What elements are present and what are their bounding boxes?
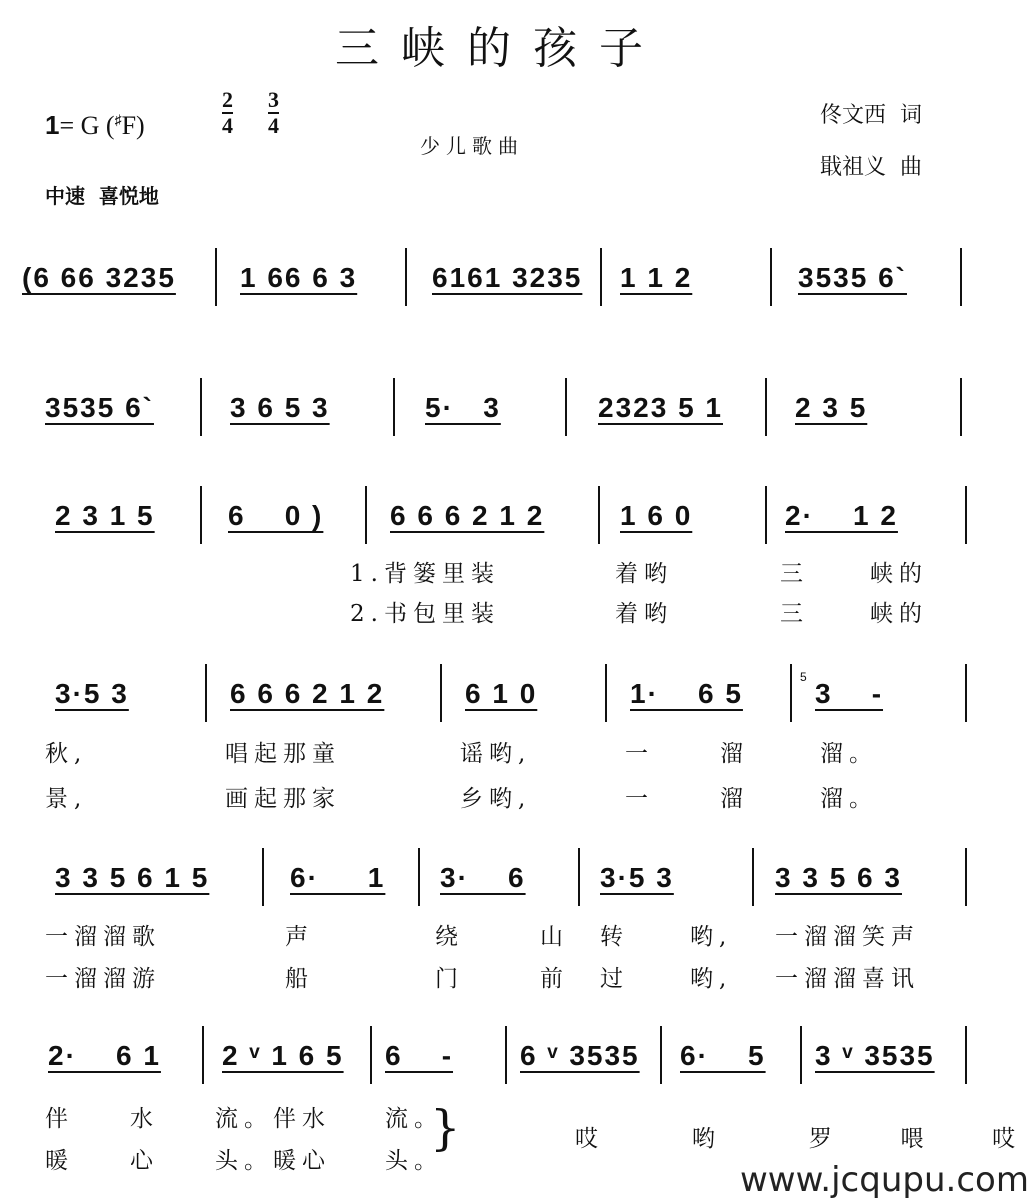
measure: 3·5 3 <box>55 678 129 709</box>
lyric-2: 过 <box>600 966 629 992</box>
measure: 1 1 2 <box>620 262 693 293</box>
measure: 2 ᵛ 1 6 5 <box>222 1040 344 1071</box>
measure: 3· 6 <box>440 862 526 893</box>
lyric-1: 一溜溜笑声 <box>775 924 920 950</box>
lyric-1: 转 <box>600 924 629 950</box>
measure: 6 ᵛ 3535 <box>520 1040 640 1071</box>
ts-denominator: 4 <box>222 113 233 138</box>
lyric-2: 三 <box>780 601 809 627</box>
lyric-2: 头。暖心 <box>215 1148 331 1174</box>
lyric-1: 溜。 <box>820 741 878 767</box>
barline <box>600 248 602 306</box>
measure: 6· 1 <box>290 862 386 893</box>
lyric-1: 着哟 <box>615 561 673 587</box>
lyric-2: 乡哟, <box>460 786 532 812</box>
barline <box>202 1026 204 1084</box>
ts-numerator: 3 <box>268 87 279 112</box>
lyric-2: 门 <box>435 966 464 992</box>
barline <box>578 848 580 906</box>
barline <box>598 486 600 544</box>
lyric-1: 溜 <box>720 741 749 767</box>
brace: } <box>430 1100 461 1156</box>
barline <box>365 486 367 544</box>
song-title: 三峡的孩子 <box>335 23 665 74</box>
barline <box>405 248 407 306</box>
lyric-2: 景, <box>45 786 88 812</box>
barline <box>800 1026 802 1084</box>
barline <box>200 486 202 544</box>
lyric-1: 流。伴水 <box>215 1106 331 1132</box>
barline <box>262 848 264 906</box>
lyric-1: 一溜溜歌 <box>45 924 161 950</box>
measure: 3535 6` <box>45 392 154 423</box>
lyric-1: 绕 <box>435 924 464 950</box>
barline <box>660 1026 662 1084</box>
lyric-2: 一 <box>625 786 654 812</box>
measure: 6161 3235 <box>432 262 583 293</box>
measure: (6 66 3235 <box>22 262 176 293</box>
barline <box>965 486 967 544</box>
lyric-1: 三 <box>780 561 809 587</box>
lyric-1: 唱起那童 <box>225 741 341 767</box>
measure: 3 6 5 3 <box>230 392 330 423</box>
key-g: = G ( <box>59 111 115 140</box>
measure: 5· 3 <box>425 392 501 423</box>
time-signature-2-4 <box>222 88 233 138</box>
barline <box>418 848 420 906</box>
lyric-2: 2.书包里装 <box>350 601 500 627</box>
measure: 2323 5 1 <box>598 392 723 423</box>
measure: 1· 6 5 <box>630 678 743 709</box>
barline <box>752 848 754 906</box>
barline <box>505 1026 507 1084</box>
lyric-2: 前 <box>540 966 569 992</box>
barline <box>965 664 967 722</box>
key-signature <box>45 110 145 141</box>
barline <box>440 664 442 722</box>
lyric-2: 暖 <box>45 1148 74 1174</box>
measure: 3535 6` <box>798 262 907 293</box>
barline <box>605 664 607 722</box>
lyric-2: 一溜溜喜讯 <box>775 966 920 992</box>
barline <box>965 848 967 906</box>
lyric-1: 哟, <box>690 924 733 950</box>
ts-denominator: 4 <box>268 113 279 138</box>
barline <box>393 378 395 436</box>
barline <box>965 1026 967 1084</box>
lyricist-credit: 佟文西 词 <box>820 103 922 128</box>
measure: 6· 5 <box>680 1040 766 1071</box>
watermark: www.jcqupu.com <box>740 1160 1029 1200</box>
barline <box>370 1026 372 1084</box>
key-do: 1 <box>45 110 60 140</box>
measure: 3 ᵛ 3535 <box>815 1040 935 1071</box>
lyric-1: 声 <box>285 924 314 950</box>
barline <box>215 248 217 306</box>
lyric-2: 哟, <box>690 966 733 992</box>
lyric-2: 船 <box>285 966 314 992</box>
barline <box>205 664 207 722</box>
measure: 1 6 0 <box>620 500 693 531</box>
lyric-2: 着哟 <box>615 601 673 627</box>
lyric-2: 心 <box>130 1148 159 1174</box>
measure: 6 0 ) <box>228 500 324 531</box>
lyric-2: 一溜溜游 <box>45 966 161 992</box>
lyric-1: 流。 <box>385 1106 443 1132</box>
measure: 1 66 6 3 <box>240 262 358 293</box>
lyric-1: 秋, <box>45 741 88 767</box>
barline <box>765 486 767 544</box>
lyric-2: 溜。 <box>820 786 878 812</box>
measure: 2 3 5 <box>795 392 868 423</box>
measure: 3·5 3 <box>600 862 674 893</box>
lyric-2: 溜 <box>720 786 749 812</box>
key-alt: F) <box>121 111 145 140</box>
measure: 3 3 5 6 1 5 <box>55 862 210 893</box>
measure: 3 - <box>815 678 884 709</box>
measure: 6 - <box>385 1040 454 1071</box>
measure: 2· 1 2 <box>785 500 898 531</box>
measure: 6 1 0 <box>465 678 538 709</box>
lyric-1: 1.背篓里装 <box>350 561 500 587</box>
barline <box>960 378 962 436</box>
grace-note: 5 <box>800 670 807 684</box>
lyric-2: 头。 <box>385 1148 443 1174</box>
lyric-1: 伴 <box>45 1106 74 1132</box>
lyric-1: 一 <box>625 741 654 767</box>
lyric-1: 峡的 <box>870 561 928 587</box>
ts-numerator: 2 <box>222 87 233 112</box>
composer-credit: 戢祖义 曲 <box>820 155 922 180</box>
barline <box>790 664 792 722</box>
lyric-1: 谣哟, <box>460 741 532 767</box>
lyric-2: 画起那家 <box>225 786 341 812</box>
measure: 2· 6 1 <box>48 1040 161 1071</box>
lyric-2: 峡的 <box>870 601 928 627</box>
barline <box>960 248 962 306</box>
sharp-sign: ♯ <box>114 111 122 128</box>
barline <box>565 378 567 436</box>
time-signature-3-4 <box>268 88 279 138</box>
measure: 6 6 6 2 1 2 <box>230 678 385 709</box>
lyric-1: 水 <box>130 1106 159 1132</box>
barline <box>765 378 767 436</box>
measure: 2 3 1 5 <box>55 500 155 531</box>
measure: 3 3 5 6 3 <box>775 862 902 893</box>
barline <box>770 248 772 306</box>
measure: 6 6 6 2 1 2 <box>390 500 545 531</box>
interjection-lyric: 哎 哟 罗 喂 哎 <box>575 1126 1033 1152</box>
barline <box>200 378 202 436</box>
lyric-1: 山 <box>540 924 569 950</box>
genre-label: 少儿歌曲 <box>420 134 524 158</box>
tempo-marking: 中速 喜悦地 <box>45 184 159 208</box>
